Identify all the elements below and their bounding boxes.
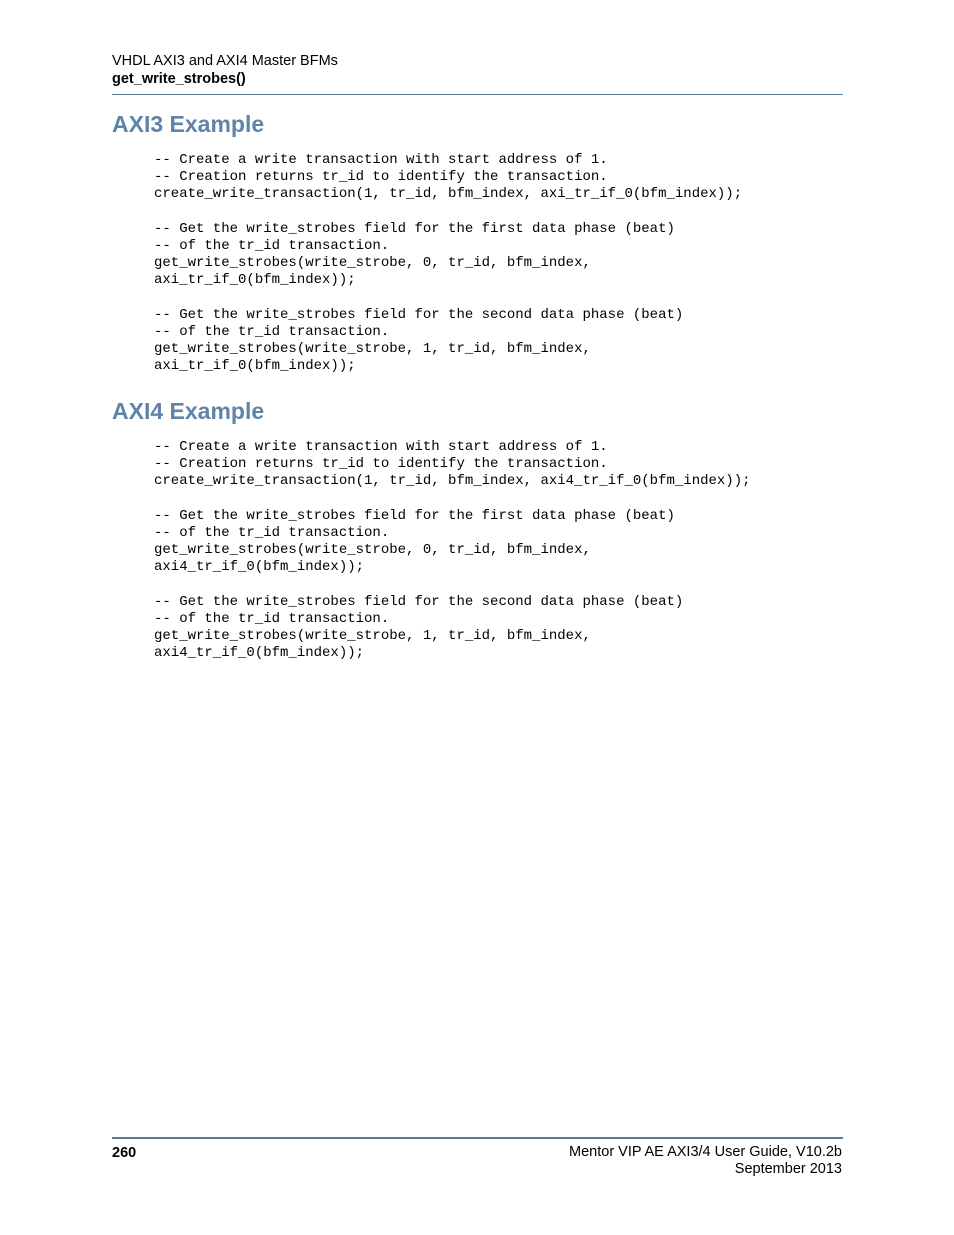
footer-info: [569, 1144, 842, 1178]
publication-date: September 2013: [734, 1161, 842, 1177]
axi3-code-block: -- Create a write transaction with start address of 1. -- Creation returns tr_id to identify the transaction. create_write_transaction(1, tr_id, bfm_index, axi_tr_if_0(bfm_index)); -- Get the write_strobes field for the first data phase (beat) -- of the tr_id transaction. get_write_strobes(write_strobe, 0, tr_id, bfm_index, axi_tr_if_0(bfm_index)); -- Get the write_strobes field for the second data phase (beat) -- of the tr_id transaction. get_write_strobes(write_strobe, 1, tr_id, bfm_index, axi_tr_if_0(bfm_index));: [154, 152, 743, 375]
header-divider: [112, 94, 843, 95]
footer-divider: [112, 1137, 843, 1139]
axi4-code-block: -- Create a write transaction with start address of 1. -- Creation returns tr_id to identify the transaction. create_write_transaction(1, tr_id, bfm_index, axi4_tr_if_0(bfm_index)); -- Get the write_strobes field for the first data phase (beat) -- of the tr_id transaction. get_write_strobes(write_strobe, 0, tr_id, bfm_index, axi4_tr_if_0(bfm_index)); -- Get the write_strobes field for the second data phase (beat) -- of the tr_id transaction. get_write_strobes(write_strobe, 1, tr_id, bfm_index, axi4_tr_if_0(bfm_index));: [154, 439, 751, 662]
running-header: [112, 52, 843, 88]
axi3-example-heading: AXI3 Example: [112, 111, 265, 137]
axi4-example-heading: AXI4 Example: [112, 398, 265, 424]
page-number: 260: [112, 1145, 137, 1161]
chapter-title: VHDL AXI3 and AXI4 Master BFMs: [112, 53, 338, 69]
guide-title: Mentor VIP AE AXI3/4 User Guide, V10.2b: [569, 1144, 842, 1160]
section-name: get_write_strobes(): [112, 71, 246, 87]
